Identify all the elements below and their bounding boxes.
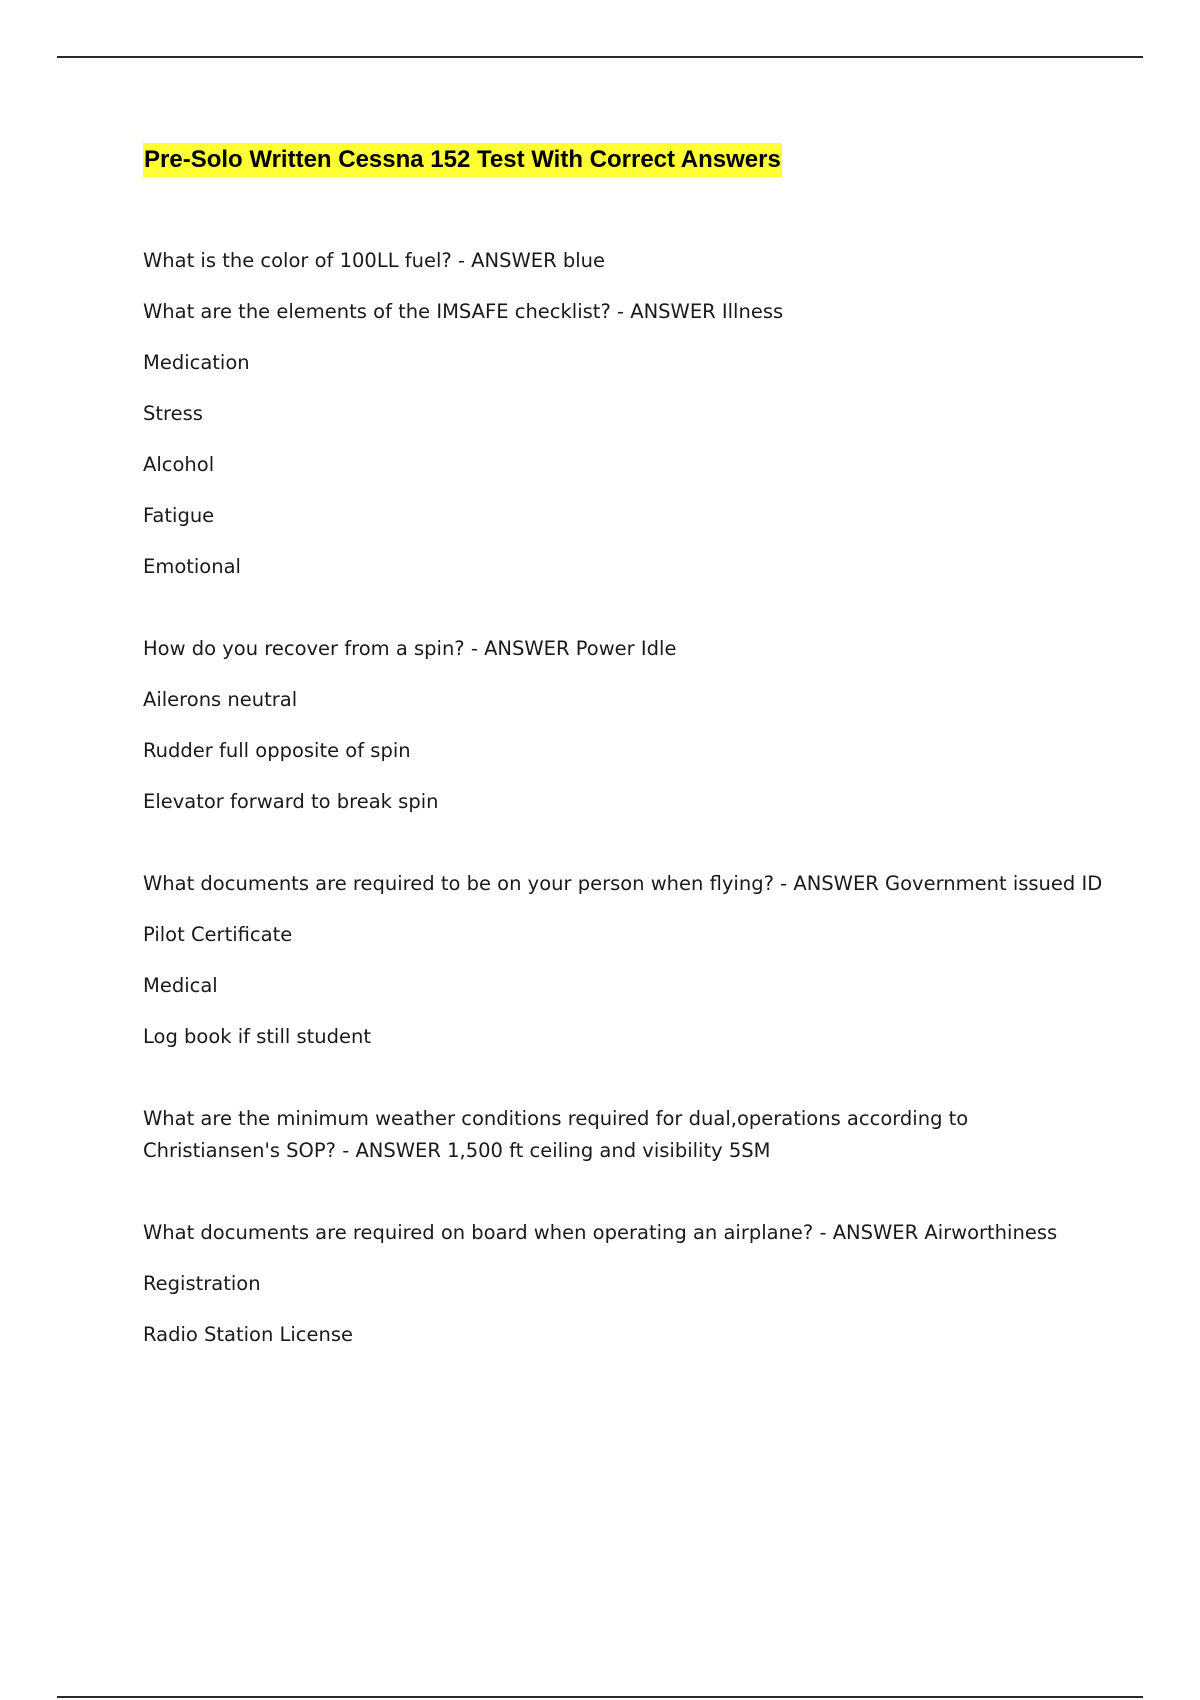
document-body	[143, 143, 1103, 1351]
answer-line: Medication	[143, 351, 250, 374]
answer-line: Elevator forward to break spin	[143, 790, 439, 813]
answer-line: Fatigue	[143, 504, 215, 527]
question-line: What are the minimum weather conditions required for dual,operations according to Christiansen's SOP? - ANSWER 1,500 ft ceiling and visibility 5SM	[143, 1107, 969, 1162]
question-line: What is the color of 100LL fuel? - ANSWER blue	[143, 249, 605, 272]
qa-block	[143, 868, 1103, 1053]
question-line: What documents are required on board when operating an airplane? - ANSWER Airworthiness	[143, 1221, 1058, 1244]
header-rule	[57, 56, 1143, 58]
answer-line: Rudder full opposite of spin	[143, 739, 411, 762]
answer-line: Pilot Certificate	[143, 923, 293, 946]
answer-line: Log book if still student	[143, 1025, 372, 1048]
qa-block	[143, 245, 1103, 277]
question-line: What are the elements of the IMSAFE checklist? - ANSWER Illness	[143, 300, 784, 323]
answer-line: Ailerons neutral	[143, 688, 298, 711]
answer-line: Radio Station License	[143, 1323, 354, 1346]
question-line: What documents are required to be on your person when flying? - ANSWER Government issued ID	[143, 872, 1103, 895]
answer-line: Alcohol	[143, 453, 215, 476]
document-title: Pre-Solo Written Cessna 152 Test With Correct Answers	[143, 143, 782, 177]
qa-block	[143, 296, 1103, 583]
answer-line: Medical	[143, 974, 218, 997]
question-line: How do you recover from a spin? - ANSWER Power Idle	[143, 637, 677, 660]
answer-line: Registration	[143, 1272, 261, 1295]
qa-block	[143, 633, 1103, 818]
footer-rule	[57, 1696, 1143, 1698]
qa-block	[143, 1217, 1103, 1351]
answer-line: Emotional	[143, 555, 241, 578]
qa-block	[143, 1103, 1103, 1167]
answer-line: Stress	[143, 402, 203, 425]
